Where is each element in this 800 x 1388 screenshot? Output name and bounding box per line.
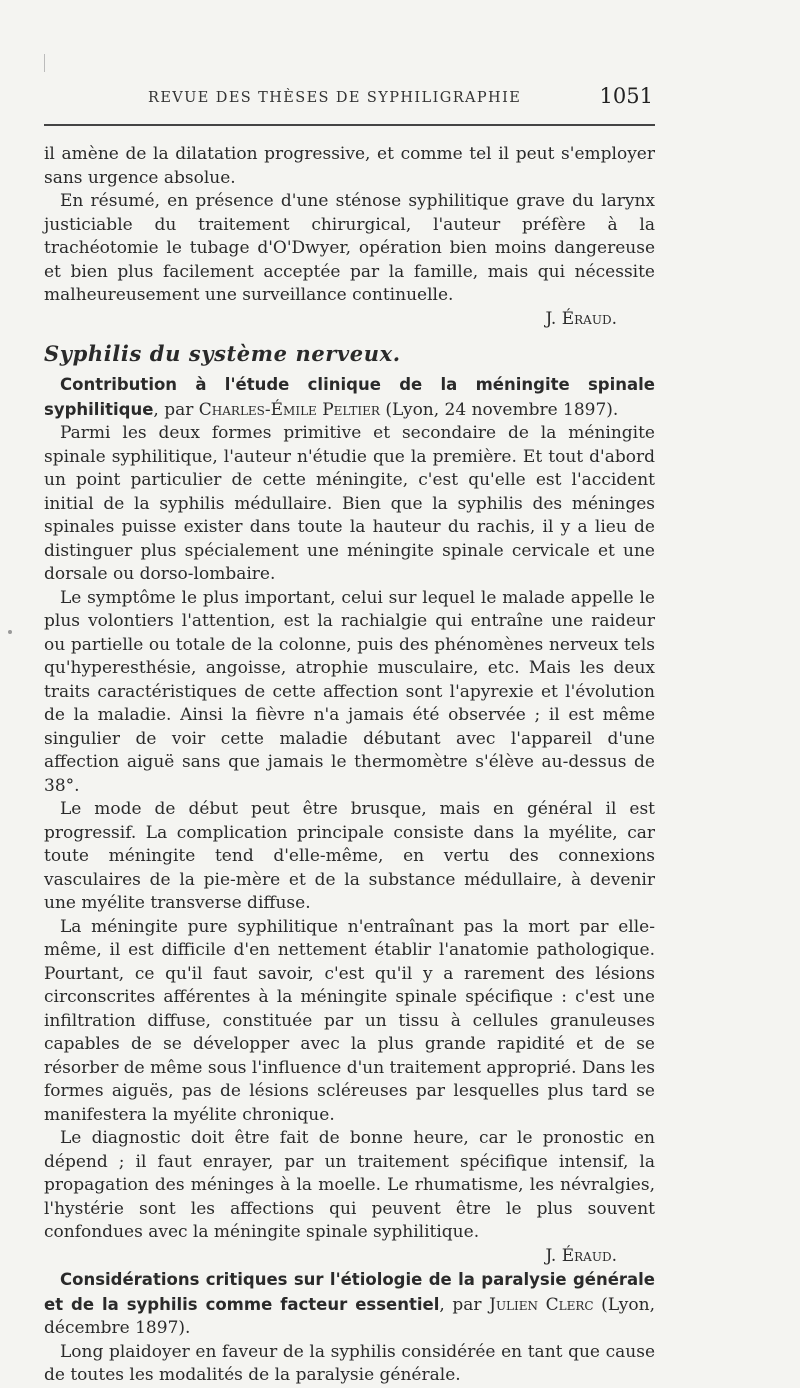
thesis-author: Charles-Émile Peltier [198,399,380,420]
running-title: REVUE DES THÈSES DE SYPHILIGRAPHIE [148,90,522,106]
paragraph-summary [44,190,655,308]
signature-line [44,308,655,332]
header-rule [44,124,655,126]
thesis-meta: (Lyon, décembre 1897). [44,1294,655,1338]
thesis-author: Julien Clerc [489,1294,594,1315]
section-title: Syphilis du système nerveux. [44,341,401,366]
thesis-title: Contribution à l'étude clinique de la méningite spinale syphilitique [44,375,655,419]
thesis-paragraph: Le mode de début peut être brusque, mais en général il est progressif. La complication principale consiste dans la myélite, car toute méningite tend d'elle-même, en vertu des connexions vasculaires de la pie-mère et de la substance médullaire, à devenir une myélite transverse diffuse. [44,799,655,913]
page-edge-mark [44,54,45,72]
page-number: 1051 [599,84,653,108]
thesis-paragraph-text: Le diagnostic doit être fait de bonne heure, car le pronostic en dépend ; il faut enrayer, par un traitement spécifique intensif, la propagation des méninges à la moelle. Le rhumatisme, les névralgies, l'hystérie sont les affections qui peuvent être le plus souvent confondues avec la méningite spinale syphilitique. [44,1128,655,1242]
signature: J. Éraud. [545,308,617,329]
thesis-heading [44,1268,655,1341]
thesis-by: , par [439,1294,490,1315]
thesis-title: Considérations critiques sur l'étiologie de la paralysie générale et de la syphilis comme facteur essentiel [44,1270,655,1314]
thesis-paragraph: Le symptôme le plus important, celui sur lequel le malade appelle le plus volontiers l'attention, est la rachialgie qui entraîne une raideur ou partielle ou totale de la colonne, puis des phénomènes nerveux tels qu'hyperesthésie, angoisse, atrophie musculaire, etc. Mais les deux traits caractéristiques de cette affection sont l'apyrexie et l'évolution de la maladie. Ainsi la fièvre n'a jamais été observée ; il est même singulier de voir cette maladie débutant avec l'appareil d'une affection aiguë sans que jamais le thermomètre s'élève au-dessus de 38°. [44,587,655,796]
margin-dot [8,630,12,634]
signature: J. Éraud. [545,1245,617,1266]
thesis-paragraph: La méningite pure syphilitique n'entraînant pas la mort par elle-même, il est difficile d'en nettement établir l'anatomie pathologique. Pourtant, ce qu'il faut savoir, c'est qu'il y a rarement des lésions circonscrites afférentes à la méningite spinale spécifique : c'est une infiltration diffuse, constituée par un tissu à cellules granuleuses capables de se développer avec la plus grande rapidité et de se résorber de même sous l'influence d'un traitement approprié. Dans les formes aiguës, pas de lésions scléreuses par lesquelles plus tard se manifestera la myélite chronique. [44,916,655,1125]
thesis-by: , par [153,399,199,420]
thesis-paragraph: Parmi les deux formes primitive et secondaire de la méningite spinale syphilitique, l'auteur n'étudie que la première. Et tout d'abord un point particulier de cette méningite, c'est qu'elle est l'accident initial de la syphilis médullaire. Bien que la syphilis des méninges spinales puisse exister dans toute la hauteur du rachis, il y a lieu de distinguer plus spécialement une méningite spinale cervicale et une dorsale ou dorso-lombaire. [44,423,655,584]
thesis-paragraph: Long plaidoyer en faveur de la syphilis considérée en tant que cause de toutes les modalités de la paralysie générale. [44,1341,655,1385]
page-body [44,143,655,1388]
paragraph-continuation: il amène de la dilatation progressive, et comme tel il peut s'employer sans urgence absolue. [44,144,655,188]
paragraph-summary-text: En résumé, en présence d'une sténose syphilitique grave du larynx justiciable du traitement chirurgical, l'auteur préfère à la trachéotomie le tubage d'O'Dwyer, opération bien moins dangereuse et bien plus facilement acceptée par la famille, mais qui nécessite malheureusement une surveillance continuelle. [44,191,655,305]
signature-line [44,1245,655,1269]
thesis-paragraph [44,1127,655,1245]
thesis-heading [44,373,655,422]
thesis-meta: (Lyon, 24 novembre 1897). [379,399,619,420]
page-header [44,84,655,112]
